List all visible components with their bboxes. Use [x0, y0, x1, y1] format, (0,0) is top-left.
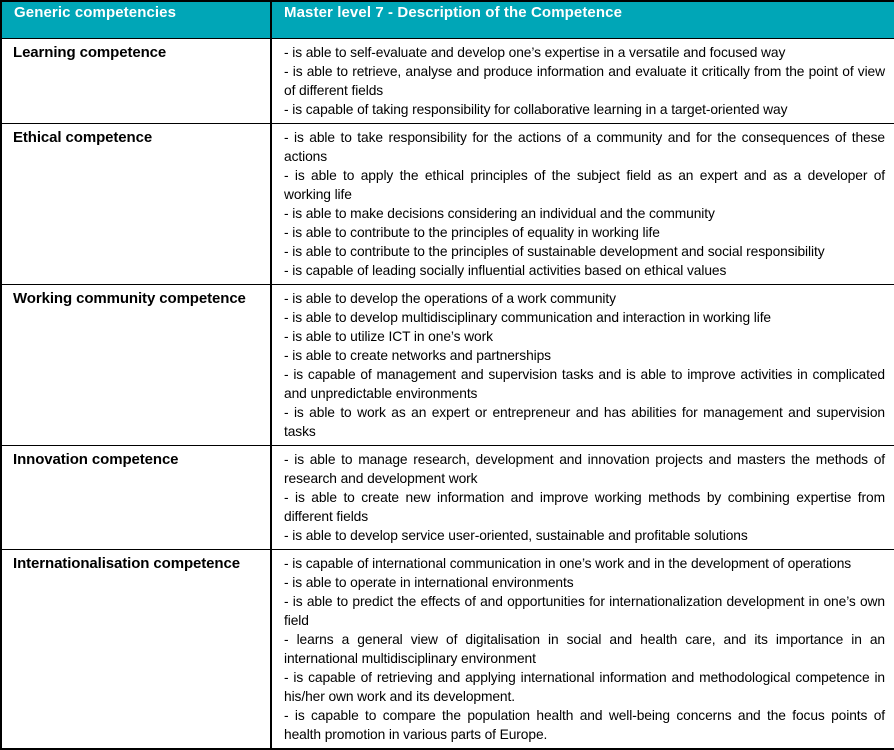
description-line: - is capable of taking responsibility for collaborative learning in a target-oriented way	[284, 101, 788, 117]
description-line: - is able to contribute to the principles of equality in working life	[284, 224, 660, 240]
description-line: - is able to develop service user-oriented, sustainable and profitable solutions	[284, 527, 748, 543]
competence-description	[271, 445, 894, 549]
description-line: - is able to make decisions considering an individual and the community	[284, 205, 715, 221]
description-line: - is able to create networks and partnerships	[284, 347, 551, 363]
competence-name: Innovation competence	[1, 445, 271, 549]
description-line: - learns a general view of digitalisation in social and health care, and its importance in an international multidisciplinary environment	[284, 631, 885, 666]
description-line: - is capable of management and supervision tasks and is able to improve activities in complicated and unpredictable environments	[284, 366, 885, 401]
description-line: - is able to take responsibility for the actions of a community and for the consequences of these actions	[284, 129, 885, 164]
description-line: - is able to operate in international environments	[284, 574, 574, 590]
description-line: - is able to work as an expert or entrepreneur and has abilities for management and supervision tasks	[284, 404, 885, 439]
competence-description	[271, 123, 894, 284]
description-line: - is capable to compare the population health and well-being concerns and the focus points of health promotion in various parts of Europe.	[284, 707, 885, 742]
description-line: - is able to manage research, development and innovation projects and masters the methods of research and development work	[284, 451, 885, 486]
table-header-row	[1, 1, 894, 38]
competence-name: Working community competence	[1, 284, 271, 445]
competence-description	[271, 549, 894, 749]
description-line: - is able to retrieve, analyse and produce information and evaluate it critically from the point of view of different fields	[284, 63, 885, 98]
header-generic-competencies: Generic competencies	[1, 1, 271, 38]
description-line: - is able to predict the effects of and opportunities for internationalization development in one’s own field	[284, 593, 885, 628]
description-line: - is able to develop multidisciplinary communication and interaction in working life	[284, 309, 771, 325]
competence-name: Learning competence	[1, 38, 271, 123]
description-line: - is able to utilize ICT in one’s work	[284, 328, 493, 344]
description-line: - is able to create new information and improve working methods by combining expertise from different fields	[284, 489, 885, 524]
description-line: - is able to contribute to the principles of sustainable development and social responsibility	[284, 243, 825, 259]
header-master-level-description: Master level 7 - Description of the Competence	[271, 1, 894, 38]
table-row-internationalisation	[1, 549, 894, 749]
description-line: - is capable of international communication in one’s work and in the development of operations	[284, 555, 852, 571]
table-row-working-community	[1, 284, 894, 445]
description-line: - is capable of retrieving and applying international information and methodological competence in his/her own work and its development.	[284, 669, 885, 704]
description-line: - is capable of leading socially influential activities based on ethical values	[284, 262, 727, 278]
competence-description	[271, 38, 894, 123]
competence-name: Internationalisation competence	[1, 549, 271, 749]
table-row-ethical	[1, 123, 894, 284]
table-row-innovation	[1, 445, 894, 549]
table-row-learning	[1, 38, 894, 123]
description-line: - is able to develop the operations of a work community	[284, 290, 616, 306]
competence-name: Ethical competence	[1, 123, 271, 284]
description-line: - is able to self-evaluate and develop one’s expertise in a versatile and focused way	[284, 44, 786, 60]
competence-description	[271, 284, 894, 445]
description-line: - is able to apply the ethical principles of the subject field as an expert and as a developer of working life	[284, 167, 885, 202]
